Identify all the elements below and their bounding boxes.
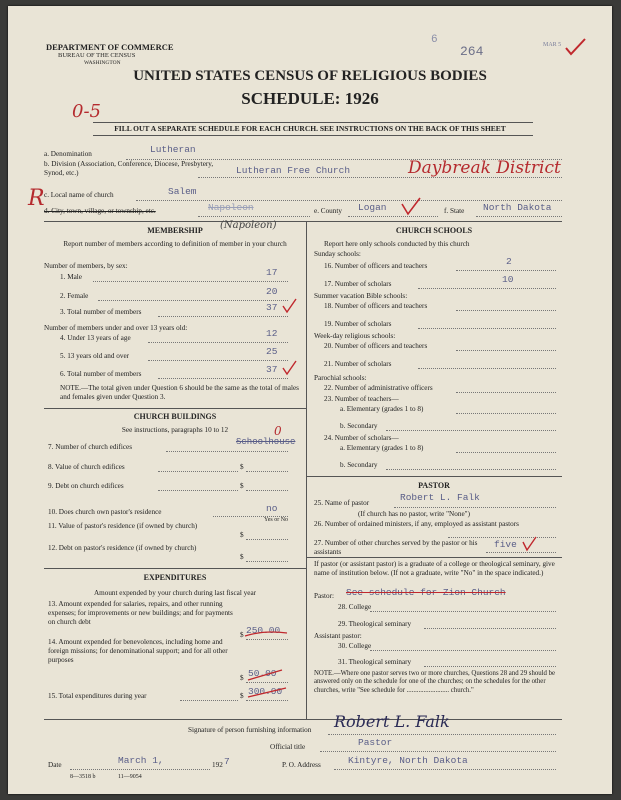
parochial-header: Parochial schools:	[314, 374, 367, 382]
expenditures-intro: Amount expended by your church during last fiscal year	[93, 589, 257, 597]
q15-label: 15. Total expenditures during year	[48, 692, 147, 700]
q12-label: 12. Debt on pastor's residence (if owned by church)	[48, 544, 197, 552]
q7-value: Schoolhouse	[236, 437, 296, 447]
q8-dollar: $	[240, 463, 244, 471]
form-number-2: 11—9054	[118, 774, 142, 780]
q1-label: 1. Male	[60, 273, 82, 281]
bureau-name: BUREAU OF THE CENSUS	[58, 52, 136, 59]
q25-value: Robert L. Falk	[400, 492, 480, 503]
q7-mark: 0	[274, 424, 282, 438]
stamp-left: 6	[431, 34, 438, 46]
check-mark-icon	[282, 360, 298, 376]
buildings-sub: See instructions, paragraphs 10 to 12	[121, 426, 229, 434]
weekday-header: Week-day religious schools:	[314, 332, 396, 340]
r-mark: R	[28, 186, 45, 211]
q2-label: 2. Female	[60, 292, 89, 300]
buildings-title: CHURCH BUILDINGS	[133, 412, 217, 421]
title-label: Official title	[270, 743, 306, 751]
yes-no-hint: Yes or No	[264, 517, 289, 523]
dept-name: DEPARTMENT OF COMMERCE	[46, 42, 174, 52]
county-label: e. County	[314, 207, 342, 215]
graduate-note: If pastor (or assistant pastor) is a graduate of a college or theological seminary, give name of institution below. (If not a graduate, write "No" in the space indicated.)	[314, 560, 555, 577]
q13-value: 250.00	[246, 625, 281, 636]
q17-label: 17. Number of scholars	[324, 280, 392, 288]
q11-label: 11. Value of pastor's residence (if owned by church)	[48, 522, 198, 530]
city-name: WASHINGTON	[84, 60, 121, 66]
q25-label: 25. Name of pastor	[314, 499, 370, 507]
q28-label: 28. College	[338, 603, 372, 611]
division-handwritten: Daybreak District	[408, 158, 561, 178]
q19-label: 19. Number of scholars	[324, 320, 392, 328]
q14-dollar: $	[240, 674, 244, 682]
q30-label: 30. College	[338, 642, 372, 650]
schools-intro: Report here only schools conducted by this church	[324, 240, 470, 248]
q3-label: 3. Total number of members	[60, 308, 142, 316]
red-mark: 0-5	[72, 101, 101, 122]
age-header: Number of members under and over 13 years old:	[44, 324, 188, 332]
q23b-label: b. Secondary	[340, 422, 378, 430]
pastor-sub-value: See schedule for Zion Church	[346, 587, 506, 598]
census-form	[8, 6, 612, 794]
q10-label: 10. Does church own pastor's residence	[48, 508, 162, 516]
q21-label: 21. Number of scholars	[324, 360, 392, 368]
asst-pastor-label: Assistant pastor:	[314, 632, 362, 640]
membership-title: MEMBERSHIP	[147, 226, 203, 235]
stamp-number: 264	[460, 44, 484, 59]
address-value: Kintyre, North Dakota	[348, 755, 468, 766]
division-value: Lutheran Free Church	[236, 165, 351, 176]
q11-dollar: $	[240, 531, 244, 539]
check-mark-icon	[563, 36, 589, 58]
q24-label: 24. Number of scholars—	[324, 434, 399, 442]
stamp-date: MAR 5	[543, 42, 562, 48]
city-value: Napoleon	[208, 202, 254, 213]
date-label: Date	[48, 761, 62, 769]
date-value: March 1,	[118, 755, 164, 766]
signature-label: Signature of person furnishing information	[188, 726, 312, 734]
state-label: f. State	[444, 207, 465, 215]
title-value: Pastor	[358, 737, 393, 748]
vbs-header: Summer vacation Bible schools:	[314, 292, 408, 300]
q23a-label: a. Elementary (grades 1 to 8)	[340, 405, 424, 413]
church-name-value: Salem	[168, 186, 197, 197]
year-prefix: 192	[212, 761, 223, 769]
city-label: d. City, town, village, or township, etc.	[44, 207, 156, 215]
q13-label: 13. Amount expended for salaries, repairs, and other running expenses; for improvements or new buildings; and for payments on church debt	[48, 600, 233, 626]
form-number: 8—3518 b	[70, 774, 96, 780]
q27-label: 27. Number of other churches served by the pastor or his assistants	[314, 539, 478, 556]
q6-value: 37	[266, 364, 278, 375]
q18-label: 18. Number of officers and teachers	[324, 302, 428, 310]
sunday-header: Sunday schools:	[314, 250, 361, 258]
denomination-label: a. Denomination	[44, 150, 92, 158]
q14-value: 50.00	[248, 668, 277, 679]
q16-label: 16. Number of officers and teachers	[324, 262, 428, 270]
q14-label: 14. Amount expended for benevolences, including home and foreign missions; for denominational support; and for all other purposes	[48, 638, 228, 664]
q29-label: 29. Theological seminary	[338, 620, 412, 628]
signature-value: Robert L. Falk	[334, 712, 450, 731]
form-subtitle: SCHEDULE: 1926	[241, 89, 379, 108]
q13-dollar: $	[240, 631, 244, 639]
q9-dollar: $	[240, 482, 244, 490]
q4-label: 4. Under 13 years of age	[60, 334, 131, 342]
q20-label: 20. Number of officers and teachers	[324, 342, 428, 350]
q15-value: 300.00	[248, 686, 283, 697]
q4-value: 12	[266, 328, 278, 339]
q10-value: no	[266, 503, 278, 514]
membership-note: NOTE.—The total given under Question 6 should be the same as the total of males and females given under Question 3.	[60, 384, 299, 401]
expenditures-title: EXPENDITURES	[143, 573, 207, 582]
q8-label: 8. Value of church edifices	[48, 463, 125, 471]
q17-value: 10	[502, 274, 514, 285]
q5-label: 5. 13 years old and over	[60, 352, 130, 360]
pastor-note: NOTE.—Where one pastor serves two or more churches, Questions 28 and 29 should be answered only on the schedule for one of the churches; on the schedules for the other churches, write "See schedule for ......................... church."	[314, 670, 556, 694]
q24b-label: b. Secondary	[340, 461, 378, 469]
q12-dollar: $	[240, 553, 244, 561]
pastor-title: PASTOR	[418, 481, 450, 490]
q7-label: 7. Number of church edifices	[48, 443, 133, 451]
q22-label: 22. Number of administrative officers	[324, 384, 433, 392]
q16-value: 2	[506, 256, 512, 267]
form-title: UNITED STATES CENSUS OF RELIGIOUS BODIES	[133, 68, 487, 84]
red-strike-mark	[244, 628, 288, 640]
q27-value: five	[494, 539, 517, 550]
q26-label: 26. Number of ordained ministers, if any, employed as assistant pastors	[314, 520, 519, 528]
q31-label: 31. Theological seminary	[338, 658, 412, 666]
q23-label: 23. Number of teachers—	[324, 395, 399, 403]
schools-title: CHURCH SCHOOLS	[395, 226, 473, 235]
pastor-sub-label: Pastor:	[314, 592, 334, 600]
church-name-label: c. Local name of church	[44, 191, 114, 199]
q3-value: 37	[266, 302, 278, 313]
by-sex-header: Number of members, by sex:	[44, 262, 128, 270]
q5-value: 25	[266, 346, 278, 357]
state-value: North Dakota	[483, 202, 552, 213]
membership-annotation: (Napoleon)	[220, 220, 277, 231]
county-value: Logan	[358, 202, 387, 213]
instruction-line: FILL OUT A SEPARATE SCHEDULE FOR EACH CHURCH. SEE INSTRUCTIONS ON THE BACK OF THIS SHEET	[114, 124, 506, 133]
q2-value: 20	[266, 286, 278, 297]
year-suffix: 7	[224, 756, 230, 767]
division-label: b. Division (Association, Conference, Diocese, Presbytery, Synod, etc.)	[44, 160, 214, 177]
address-label: P. O. Address	[282, 761, 321, 769]
denomination-value: Lutheran	[150, 144, 196, 155]
q24a-label: a. Elementary (grades 1 to 8)	[340, 444, 424, 452]
q25-note: (If church has no pastor, write "None")	[358, 510, 470, 518]
q9-label: 9. Debt on church edifices	[48, 482, 124, 490]
q6-label: 6. Total number of members	[60, 370, 142, 378]
red-strike-mark	[246, 685, 288, 699]
q15-dollar: $	[240, 692, 244, 700]
membership-intro: Report number of members according to definition of member in your church	[63, 240, 287, 248]
q1-value: 17	[266, 267, 278, 278]
red-strike-mark	[246, 668, 286, 682]
check-mark-icon	[522, 536, 538, 552]
check-mark-icon	[400, 196, 422, 218]
check-mark-icon	[282, 298, 298, 314]
